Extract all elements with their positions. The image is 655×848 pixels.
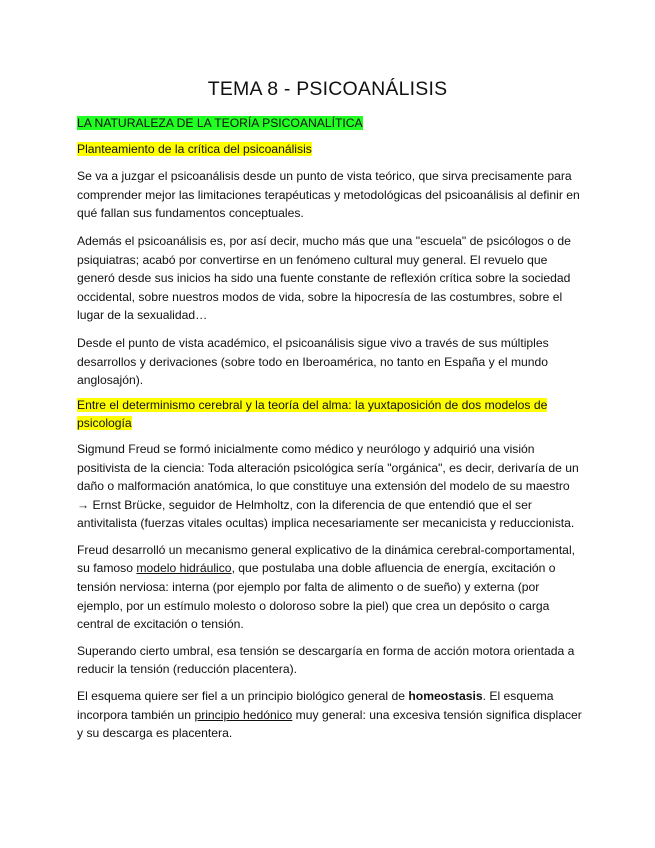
section-heading	[77, 114, 582, 133]
paragraph-homeostasis-end: muy general: una excesiva tensión significa displacer y su descarga es placentera.	[77, 707, 582, 741]
subheading-critique-text: Planteamiento de la crítica del psicoanálisis	[77, 141, 312, 156]
subheading-two-models	[77, 396, 582, 433]
paragraph-hydraulic-model-end: , que postulaba una doble afluencia de energía, excitación o tensión nerviosa: interna (por ejemplo por falta de alimento o de sueño) y externa (por ejemplo, por un estímulo molesto o doloroso sobre la piel) que crea un depósito o carga central de excitación o tensión.	[77, 561, 556, 632]
paragraph-theoretical-view: Se va a juzgar el psicoanálisis desde un punto de vista teórico, que sirva precisamente para comprender mejor las limitaciones terapéuticas y metodológicas del psicoanálisis al definir en qué fallan sus fundamentos conceptuales.	[77, 169, 580, 221]
section-heading-text: LA NATURALEZA DE LA TEORÍA PSICOANALÍTICA	[77, 116, 363, 130]
document-body	[77, 114, 582, 751]
paragraph-homeostasis-start: El esquema quiere ser fiel a un principio biológico general de	[77, 689, 409, 704]
paragraph-freud-training: Sigmund Freud se formó inicialmente como médico y neurólogo y adquirió una visión positivista de la ciencia: Toda alteración psicológica sería "orgánica", es decir, derivaría de un daño o malformación anatómica, lo que constituye una extensión del modelo de su maestro → Ernst Brücke, seguidor de Helmholtz, con la diferencia de que entendió que el ser antivitalista (fuerzas vitales ocultas) implica necesariamente ser mecanicista y reduccionista.	[77, 441, 579, 531]
paragraph-cultural-phenomenon: Además el psicoanálisis es, por así decir, mucho más que una "escuela" de psicólogos o de psiquiatras; acabó por convertirse en un fenómeno cultural muy general. El revuelo que generó desde sus inicios ha sido una fuente constante de reflexión crítica sobre la sociedad occidental, sobre nuestros modos de vida, sobre la hipocresía de las costumbres, sobre el lugar de la sexualidad…	[77, 233, 571, 323]
paragraph-homeostasis	[77, 687, 582, 743]
paragraph-hydraulic-model-start: Freud desarrolló un mecanismo general explicativo de la dinámica cerebral-comportamental, su famoso	[77, 542, 576, 576]
paragraph-academic-view: Desde el punto de vista académico, el psicoanálisis sigue vivo a través de sus múltiples desarrollos y derivaciones (sobre todo en Iberoamérica, no tanto en España y el mundo anglosajón).	[77, 335, 549, 388]
subheading-two-models-text: Entre el determinismo cerebral y la teoría del alma: la yuxtaposición de dos modelos de psicología	[77, 397, 548, 431]
paragraph-homeostasis-middle: . El esquema incorpora también un	[77, 689, 554, 722]
subheading-critique	[77, 140, 582, 159]
hedonic-principle-term: principio hedónico	[194, 707, 293, 722]
paragraph-threshold: Superando cierto umbral, esa tensión se descargaría en forma de acción motora orientada a reducir la tensión (reducción placentera).	[77, 643, 575, 677]
document-title: TEMA 8 - PSICOANÁLISIS	[207, 78, 448, 100]
hydraulic-model-term: modelo hidráulico	[136, 561, 232, 576]
paragraph-hydraulic-model	[77, 541, 582, 634]
homeostasis-term: homeostasis	[408, 689, 483, 704]
